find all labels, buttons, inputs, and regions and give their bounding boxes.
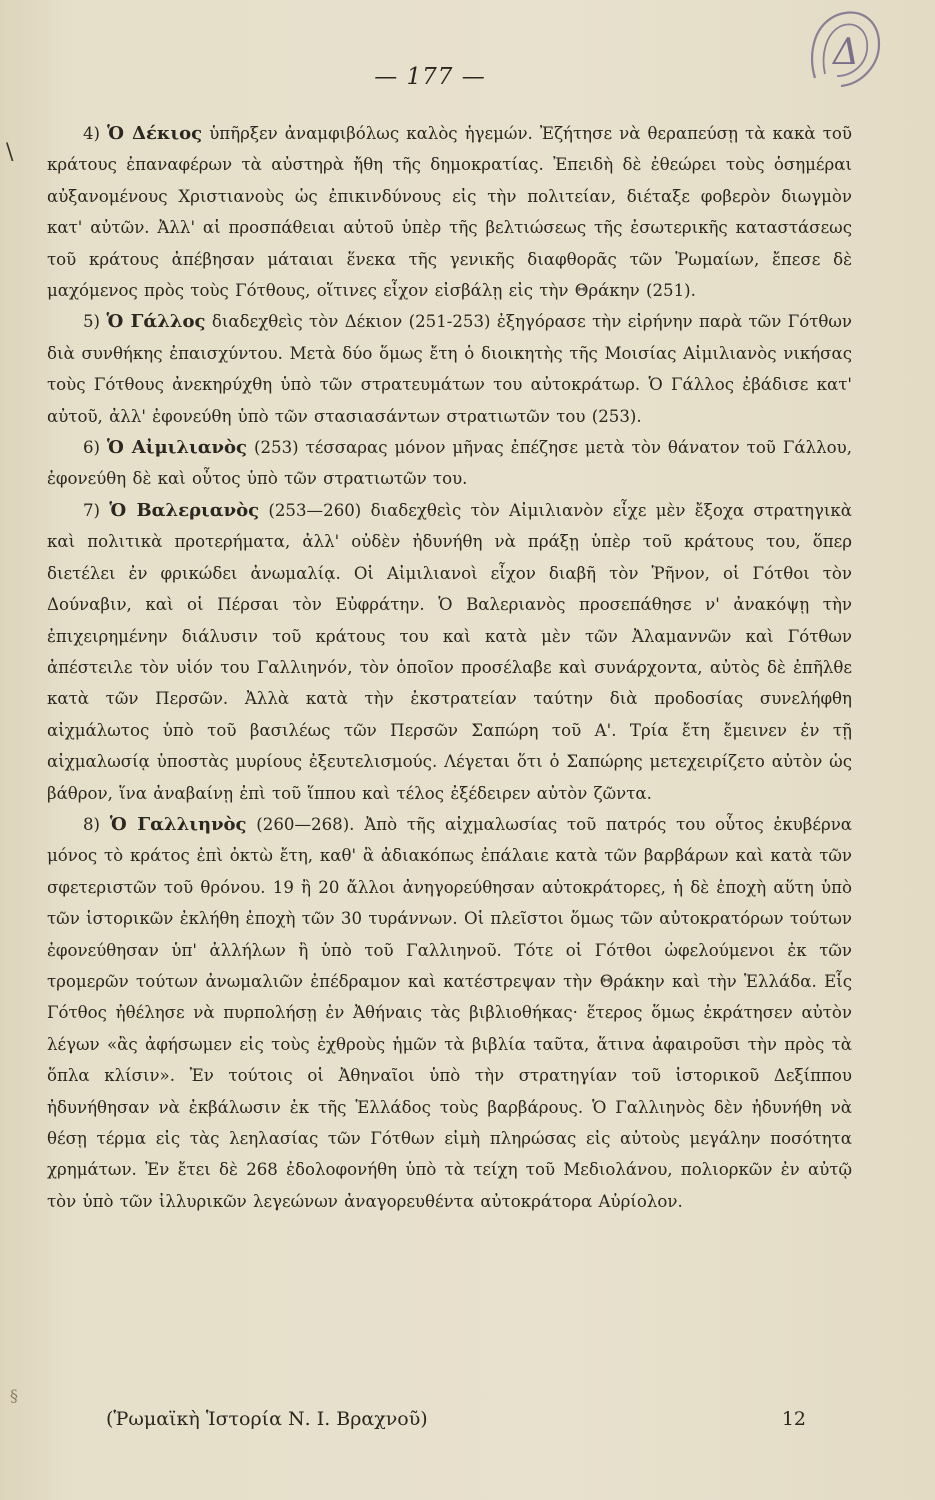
page-footer [106, 1408, 806, 1430]
stamp-letter: Δ [833, 32, 859, 73]
paragraph-decius [47, 118, 852, 306]
emperor-name: Ὁ Γάλλος [106, 311, 206, 333]
paragraph-text: (253) τέσσαρας μόνον μῆνας ἐπέζησε μετὰ τὸν θάνατον τοῦ Γάλλου, ἐφονεύθη δὲ καὶ οὗτος ὑπὸ τῶν στρατιωτῶν του. [47, 438, 852, 489]
paragraph-number: 5) [83, 312, 107, 332]
paragraph-text: (260—268). Ἀπὸ τῆς αἰχμαλωσίας τοῦ πατρός του οὗτος ἐκυβέρνα μόνος τὸ κράτος ἐπὶ ὀκτὼ ἔτη, καθ' ἃ ἀδιακόπως ἐπάλαιε κατὰ τῶν βαρβάρων καὶ κατὰ τῶν σφετεριστῶν τοῦ θρόνου. 19 ἢ 20 ἄλλοι ἀνηγορεύθησαν αὐτοκράτορες, ἡ δὲ ἐποχὴ αὕτη ὑπὸ τῶν ἱστορικῶν ἐκλήθη ἐποχὴ τῶν 30 τυράννων. Οἱ πλεῖστοι ὅμως τῶν αὐτοκρατόρων τούτων ἐφονεύθησαν ὑπ' ἀλλήλων ἢ ὑπὸ τοῦ Γαλλιηνοῦ. Τότε οἱ Γότθοι ὠφελούμενοι ἐκ τῶν τρομερῶν τούτων ἀνωμαλιῶν ἐπέδραμον καὶ κατέστρεψαν τὴν Θράκην καὶ τὴν Ἑλλάδα. Εἷς Γότθος ἠθέλησε νὰ πυρπολήσῃ ἐν Ἀθήναις τὰς βιβλιοθήκας· ἕτερος ὅμως ἐκράτησεν αὐτὸν λέγων «ἂς ἀφήσωμεν εἰς τοὺς ἐχθροὺς ἡμῶν τὰ βιβλία ταῦτα, ἅτινα ἀφαιροῦσι τὴν πρὸς τὰ ὅπλα κλίσιν». Ἐν τούτοις οἱ Ἀθηναῖοι ὑπὸ τὴν στρατηγίαν τοῦ ἱστορικοῦ Δεξίππου ἠδυνήθησαν νὰ ἐκβάλωσιν ἐκ τῆς Ἑλλάδος τοὺς βαρβάρους. Ὁ Γαλλιηνὸς δὲν ἠδυνήθη νὰ θέσῃ τέρμα εἰς τὰς λεηλασίας τῶν Γότθων εἰμὴ πληρώσας εἰς αὐτοὺς μεγάλην ποσότητα χρημάτων. Ἐν ἔτει δὲ 268 ἐδολοφονήθη ὑπὸ τὰ τείχη τοῦ Μεδιολάνου, πολιορκῶν ἐν αὐτῷ τὸν ὑπὸ τῶν ἰλλυρικῶν λεγεώνων ἀναγορευθέντα αὐτοκράτορα Αὐρίολον. [47, 814, 853, 1211]
paragraph-text: ὑπῆρξεν ἀναμφιβόλως καλὸς ἡγεμών. Ἐζήτησε νὰ θεραπεύσῃ τὰ κακὰ τοῦ κράτους ἐπαναφέρων τὰ αὐστηρὰ ἤθη τῆς δημοκρατίας. Ἐπειδὴ δὲ ἐθεώρει τοὺς ὁσημέραι αὐξανομένους Χριστιανοὺς ὡς ἐπικινδύνους εἰς τὴν πολιτείαν, διέταξε φοβερὸν διωγμὸν κατ' αὐτῶν. Ἀλλ' αἱ προσπάθειαι αὐτοῦ ὑπὲρ τῆς βελτιώσεως τῆς ἐσωτερικῆς καταστάσεως τοῦ κράτους ἀπέβησαν μάταιαι ἕνεκα τῆς γενικῆς διαφθορᾶς τῶν Ῥωμαίων, ἔπεσε δὲ μαχόμενος πρὸς τοὺς Γότθους, οἵτινες εἶχον εἰσβάλῃ εἰς τὴν Θράκην (251). [47, 124, 852, 301]
emperor-name: Ὁ Γαλλιηνὸς [109, 813, 247, 835]
paragraph-text: (253—260) διαδεχθεὶς τὸν Αἰμιλιανὸν εἶχε μὲν ἔξοχα στρατηγικὰ καὶ πολιτικὰ προτερήματα, ἀλλ' οὐδὲν ἠδυνήθη νὰ πράξῃ ὑπὲρ τοῦ κράτους του, ὅπερ διετέλει ἐν φρικώδει ἀνωμαλίᾳ. Οἱ Αἰμιλιανοὶ εἶχον διαβῆ τὸν Ῥῆνον, οἱ Γότθοι τὸν Δούναβιν, καὶ οἱ Πέρσαι τὸν Εὐφράτην. Ὁ Βαλεριανὸς προσεπάθησε ν' ἀνακόψῃ τὴν ἐπιχειρημένην διάλυσιν τοῦ κράτους του καὶ κατὰ μὲν τῶν Ἀλαμαννῶν καὶ Γότθων ἀπέστειλε τὸν υἱόν του Γαλλιηνόν, τὸν ὁποῖον προσέλαβε καὶ συνάρχοντα, αὐτὸς δὲ ἐπῆλθε κατὰ τῶν Περσῶν. Ἀλλὰ κατὰ τὴν ἐκστρατείαν ταύτην διὰ προδοσίας συνελήφθη αἰχμάλωτος ὑπὸ τοῦ βασιλέως τῶν Περσῶν Σαπώρη τοῦ Α'. Τρία ἔτη ἔμεινεν ἐν τῇ αἰχμαλωσίᾳ ὑποστὰς μυρίους ἐξευτελισμούς. Λέγεται ὅτι ὁ Σαπώρης μετεχειρίζετο αὐτὸν ὡς βάθρον, ἵνα ἀναβαίνῃ ἐπὶ τοῦ ἵππου καὶ τέλος ἐξέδειρεν αὐτὸν ζῶντα. [47, 500, 852, 803]
library-stamp-icon [805, 8, 885, 92]
margin-mark: § [10, 1386, 18, 1405]
paragraph-number: 7) [83, 500, 110, 520]
paragraph-number: 4) [83, 124, 108, 143]
margin-bracket: \ [6, 140, 14, 165]
paragraph-gallus [47, 306, 852, 432]
paragraph-number: 8) [83, 814, 110, 834]
emperor-name: Ὁ Βαλεριανὸς [109, 499, 260, 521]
emperor-name: Ὁ Δέκιος [107, 123, 203, 144]
paragraph-number: 6) [83, 438, 108, 458]
page-number: — 177 — [374, 64, 486, 90]
paragraph-text: διαδεχθεὶς τὸν Δέκιον (251-253) ἐξηγόρασε τὴν εἰρήνην παρὰ τῶν Γότθων διὰ συνθήκης ἐπαισχύντου. Μετὰ δύο ὅμως ἔτη ὁ διοικητὴς τῆς Μοισίας Αἰμιλιανὸς νικήσας τοὺς Γότθους ἀνεκηρύχθη ὑπὸ τῶν στρατευμάτων του αὐτοκράτωρ. Ὁ Γάλλος ἐβάδισε κατ' αὐτοῦ, ἀλλ' ἐφονεύθη ὑπὸ τῶν στασιασάντων στρατιωτῶν του (253). [47, 312, 852, 426]
book-title: (Ῥωμαϊκὴ Ἱστορία Ν. Ι. Βραχνοῦ) [106, 1408, 428, 1430]
paragraph-gallienus [47, 809, 852, 1217]
emperor-name: Ὁ Αἰμιλιανὸς [107, 437, 248, 459]
body-text [47, 118, 852, 1217]
signature-mark: 12 [781, 1408, 806, 1430]
paragraph-aemilianus [47, 432, 852, 495]
paragraph-valerian [47, 495, 852, 809]
